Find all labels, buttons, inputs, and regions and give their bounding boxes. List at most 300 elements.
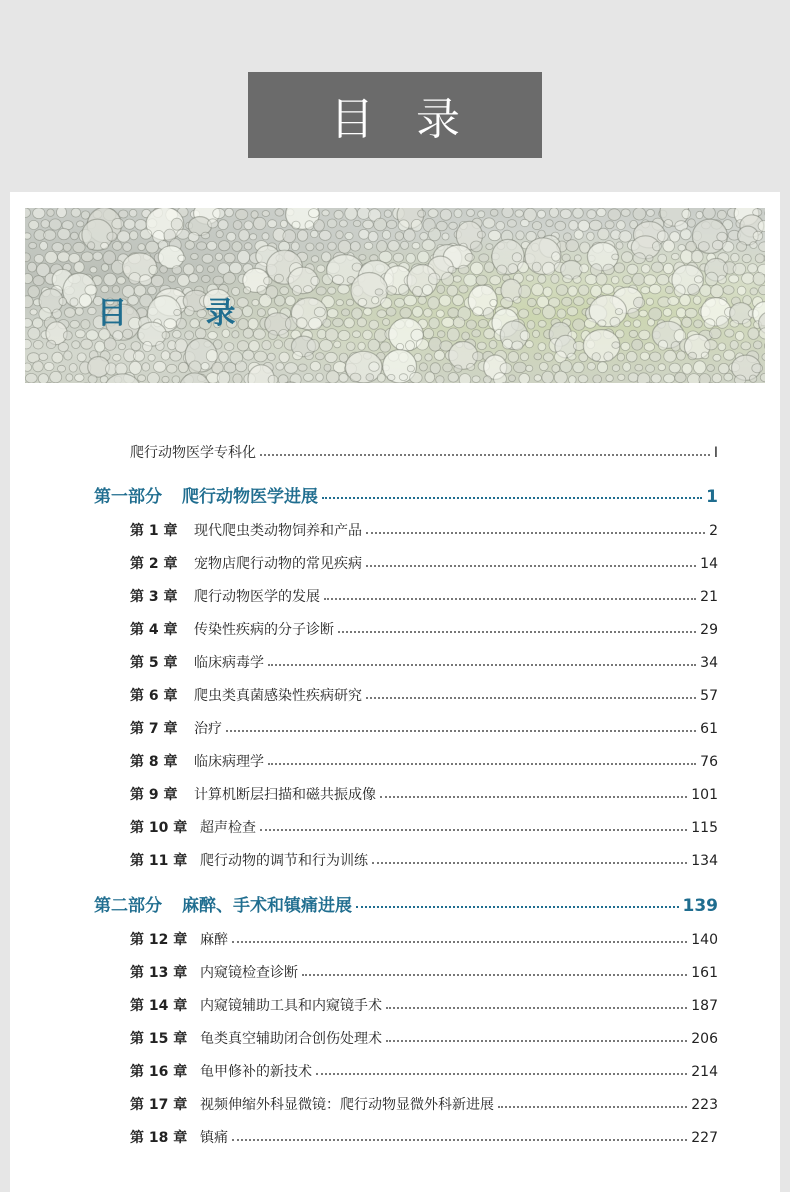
scale-shape <box>154 361 166 372</box>
chapter-number: 第 2 章 <box>130 553 194 573</box>
scale-shape <box>515 210 523 217</box>
scale-shape <box>64 351 72 360</box>
toc-chapter[interactable] <box>130 586 718 606</box>
leader-dots <box>356 897 679 908</box>
scale-shape <box>534 375 541 382</box>
scale-shape <box>483 308 494 319</box>
scale-shape <box>526 341 534 348</box>
toc-chapter[interactable] <box>130 751 718 771</box>
scale-shape <box>716 316 728 328</box>
toc-chapter[interactable] <box>130 1094 718 1114</box>
scale-shape <box>25 274 33 284</box>
scale-shape <box>149 265 158 275</box>
hero-image <box>25 208 765 383</box>
scale-shape <box>130 231 138 240</box>
scale-shape <box>250 234 257 240</box>
toc-chapter[interactable] <box>130 817 718 837</box>
scale-shape <box>705 340 718 350</box>
scale-shape <box>538 320 546 327</box>
scale-shape <box>197 242 207 250</box>
scale-shape <box>303 286 312 293</box>
scale-shape <box>512 341 523 350</box>
scale-shape <box>632 339 643 350</box>
scale-shape <box>442 272 454 285</box>
part-title: 麻醉、手术和镇痛进展 <box>182 891 352 916</box>
scale-shape <box>633 208 646 220</box>
scale-shape <box>208 266 215 273</box>
scale-shape <box>45 251 57 263</box>
scale-shape <box>466 320 476 329</box>
scale-shape <box>101 242 109 249</box>
scale-shape <box>33 340 43 349</box>
scale-shape <box>372 297 379 304</box>
scale-shape <box>632 273 644 285</box>
scale-shape <box>437 331 445 338</box>
scale-shape <box>573 208 584 218</box>
scale-shape <box>742 254 751 262</box>
scale-shape <box>737 286 746 295</box>
scale-shape <box>699 374 711 383</box>
scale-shape <box>418 210 426 217</box>
chapter-title: 爬行动物的调节和行为训练 <box>200 850 368 870</box>
chapter-number: 第 15 章 <box>130 1028 200 1048</box>
scale-shape <box>280 287 289 295</box>
scale-shape <box>663 263 673 274</box>
scale-shape <box>639 310 647 317</box>
leader-dots <box>316 1065 687 1075</box>
scale-shape <box>129 273 141 285</box>
scale-shape <box>310 361 320 371</box>
scale-shape <box>244 243 252 250</box>
scale-shape <box>436 310 444 317</box>
scale-shape <box>658 254 667 263</box>
scale-shape <box>428 273 440 284</box>
scale-shape <box>543 287 552 297</box>
scale-shape <box>85 285 97 295</box>
scale-shape <box>244 221 253 230</box>
scale-shape <box>143 341 152 351</box>
scale-shape <box>657 231 668 242</box>
scale-shape <box>268 220 277 228</box>
scale-shape <box>364 242 373 249</box>
scale-shape <box>612 365 619 372</box>
scale-shape <box>593 375 602 383</box>
chapter-title: 传染性疾病的分子诊断 <box>194 619 334 639</box>
scale-shape <box>718 275 727 284</box>
scale-shape <box>486 244 493 250</box>
toc-part-2[interactable] <box>94 891 718 916</box>
scale-shape <box>41 220 50 228</box>
scale-shape <box>202 275 211 282</box>
toc-chapter[interactable] <box>130 520 718 540</box>
scale-shape <box>358 342 365 350</box>
leader-dots <box>322 488 702 499</box>
scale-shape <box>658 364 665 371</box>
scale-shape <box>377 374 385 383</box>
scale-shape <box>285 363 298 374</box>
scale-shape <box>177 229 190 239</box>
scale-shape <box>623 363 631 372</box>
scale-shape <box>115 363 127 375</box>
leader-dots <box>260 821 687 831</box>
scale-shape <box>208 219 218 228</box>
scale-shape <box>316 373 324 381</box>
scale-shape <box>162 331 170 339</box>
scale-shape <box>663 308 672 316</box>
scale-shape <box>501 297 513 307</box>
scale-shape <box>753 272 765 285</box>
toc-chapter[interactable] <box>130 962 718 982</box>
scale-shape <box>75 307 83 315</box>
scale-shape <box>543 353 553 362</box>
scale-shape <box>587 232 595 240</box>
scale-shape <box>658 340 667 350</box>
scale-shape <box>262 233 269 240</box>
toc-chapter[interactable] <box>130 718 718 738</box>
scale-shape <box>651 374 661 383</box>
toc-chapter[interactable] <box>130 995 718 1015</box>
scale-shape <box>663 240 675 252</box>
scale-shape <box>629 330 637 337</box>
scale-shape <box>519 309 529 318</box>
scale-shape <box>574 255 581 262</box>
scale-shape <box>364 308 372 316</box>
scale-shape <box>410 372 422 383</box>
scale-shape <box>117 231 130 242</box>
chapter-number: 第 16 章 <box>130 1061 200 1081</box>
scale-shape <box>101 264 108 272</box>
scale-shape <box>477 342 486 350</box>
chapter-number: 第 17 章 <box>130 1094 200 1114</box>
scale-shape <box>185 331 194 340</box>
scale-shape <box>280 220 287 227</box>
leader-dots <box>324 590 696 600</box>
scale-shape <box>587 363 595 371</box>
scale-shape <box>77 221 84 227</box>
scale-shape <box>556 285 568 296</box>
scale-shape <box>484 376 492 383</box>
toc-chapter[interactable] <box>130 1127 718 1147</box>
chapter-page: 34 <box>700 655 718 671</box>
scale-shape <box>30 309 37 315</box>
scale-shape <box>459 285 468 293</box>
chapter-number: 第 6 章 <box>130 685 194 705</box>
scale-shape <box>33 318 43 328</box>
scale-shape <box>411 219 422 231</box>
toc-chapter[interactable] <box>130 1061 718 1081</box>
scale-shape <box>135 220 147 231</box>
scale-shape <box>217 371 230 383</box>
scale-shape <box>191 253 199 259</box>
scale-shape <box>88 375 97 383</box>
scale-shape <box>428 297 439 309</box>
scale-shape <box>338 240 351 253</box>
scale-shape <box>148 354 155 361</box>
scale-shape <box>387 220 397 228</box>
scale-shape <box>585 274 597 284</box>
scale-shape <box>412 242 420 249</box>
scale-shape <box>386 286 397 295</box>
scale-shape <box>453 317 465 328</box>
scale-shape <box>612 254 619 260</box>
scale-shape <box>380 342 391 352</box>
scale-shape <box>334 210 343 219</box>
scale-shape <box>717 232 727 241</box>
scale-shape <box>748 264 758 273</box>
scale-shape <box>319 230 331 240</box>
scale-shape <box>69 364 77 373</box>
scale-shape <box>532 222 541 230</box>
scale-shape <box>439 295 451 306</box>
scale-shape <box>425 354 432 361</box>
chapter-number: 第 11 章 <box>130 850 200 870</box>
scale-shape <box>292 221 300 229</box>
scale-shape <box>75 330 85 338</box>
scale-shape <box>682 317 692 327</box>
scale-shape <box>213 208 225 218</box>
scale-shape <box>162 376 169 383</box>
scale-shape <box>619 231 632 242</box>
scale-shape <box>235 361 246 372</box>
scale-shape <box>671 253 679 259</box>
scale-shape <box>206 350 218 362</box>
chapter-page: 57 <box>700 688 718 704</box>
scale-shape <box>113 354 121 361</box>
chapter-title: 宠物店爬行动物的常见疾病 <box>194 553 362 573</box>
scale-shape <box>25 373 37 383</box>
scale-shape <box>90 267 97 273</box>
scale-shape <box>710 328 722 339</box>
scale-shape <box>322 274 332 285</box>
scale-shape <box>323 319 331 327</box>
scale-shape <box>644 343 654 351</box>
scale-shape <box>741 342 751 350</box>
scale-shape <box>555 221 566 230</box>
scale-shape <box>196 265 203 273</box>
scale-shape <box>624 321 631 327</box>
scale-shape <box>598 320 606 327</box>
toc-chapter[interactable] <box>130 784 718 804</box>
scale-shape <box>333 318 344 327</box>
scale-shape <box>538 275 546 284</box>
scale-shape <box>63 331 72 340</box>
scale-shape <box>617 221 626 230</box>
scale-shape <box>314 307 325 317</box>
scale-shape <box>95 341 105 352</box>
scale-shape <box>406 341 415 351</box>
scale-shape <box>682 209 691 219</box>
scale-shape <box>584 319 596 329</box>
scale-shape <box>57 208 67 218</box>
scale-shape <box>422 285 432 296</box>
scale-shape <box>580 264 589 273</box>
scale-shape <box>395 232 403 241</box>
scale-shape <box>328 242 337 250</box>
scale-shape <box>688 352 697 360</box>
scale-shape <box>353 220 361 226</box>
scale-shape <box>752 364 763 373</box>
scale-shape <box>112 218 124 229</box>
scale-shape <box>251 211 258 219</box>
scale-shape <box>342 309 350 316</box>
toc-chapter[interactable] <box>130 619 718 639</box>
leader-dots <box>226 722 696 732</box>
scale-shape <box>640 352 649 360</box>
scale-shape <box>628 373 638 382</box>
scale-shape <box>311 256 318 263</box>
scale-shape <box>274 340 283 349</box>
leader-dots <box>302 966 687 976</box>
scale-shape <box>44 230 56 241</box>
scale-shape <box>552 252 561 261</box>
toc-chapter[interactable] <box>130 685 718 705</box>
chapter-page: 140 <box>691 932 718 948</box>
scale-shape <box>311 276 320 285</box>
scale-shape <box>134 351 145 362</box>
toc-chapter[interactable] <box>130 652 718 672</box>
scale-shape <box>671 342 680 352</box>
scale-shape <box>368 339 379 351</box>
scale-shape <box>172 376 180 383</box>
toc-chapter[interactable] <box>130 850 718 870</box>
scale-shape <box>332 275 343 284</box>
scale-shape <box>213 276 224 285</box>
scale-shape <box>325 352 337 362</box>
scale-shape <box>25 208 31 218</box>
scale-shape <box>377 310 387 318</box>
scale-shape <box>225 208 234 217</box>
scale-shape <box>189 361 201 374</box>
scale-shape <box>369 362 379 371</box>
scale-shape <box>399 374 407 381</box>
scale-shape <box>534 353 542 360</box>
scale-shape <box>185 241 194 250</box>
scale-shape <box>737 242 747 252</box>
entry-page: I <box>714 445 718 461</box>
scale-shape <box>494 373 507 383</box>
scale-shape <box>275 295 285 306</box>
scale-shape <box>652 262 664 272</box>
scale-shape <box>33 208 45 219</box>
scale-shape <box>688 374 701 383</box>
scale-shape <box>140 229 152 239</box>
chapter-title: 超声检查 <box>200 817 256 837</box>
scale-shape <box>464 274 477 286</box>
scale-shape <box>81 339 93 349</box>
scale-shape <box>334 341 341 348</box>
scale-shape <box>696 211 703 218</box>
scale-shape <box>437 285 445 293</box>
scale-shape <box>87 242 94 250</box>
scale-shape <box>712 240 723 250</box>
scale-shape <box>399 285 409 296</box>
scale-shape <box>440 209 451 220</box>
scale-shape <box>305 352 314 359</box>
scale-shape <box>352 331 360 338</box>
leader-dots <box>366 557 696 567</box>
scale-shape <box>320 340 333 352</box>
scale-shape <box>647 319 654 326</box>
scale-shape <box>533 330 540 337</box>
scale-shape <box>502 208 513 218</box>
scale-shape <box>603 264 614 275</box>
scale-shape <box>527 298 536 306</box>
chapter-page: 134 <box>691 853 718 869</box>
scale-shape <box>626 351 637 362</box>
chapter-title: 麻醉 <box>200 929 228 949</box>
scale-shape <box>627 264 638 274</box>
scale-shape <box>167 364 177 373</box>
scale-shape <box>723 286 734 295</box>
scale-shape <box>70 298 78 306</box>
scale-shape <box>560 361 572 373</box>
toc-chapter[interactable] <box>130 1028 718 1048</box>
leader-dots <box>232 1131 687 1141</box>
scale-shape <box>703 208 715 219</box>
scale-shape <box>407 365 414 372</box>
scale-shape <box>633 253 645 264</box>
toc-entry-intro[interactable] <box>130 442 718 462</box>
toc-part-1[interactable] <box>94 482 718 507</box>
scale-shape <box>63 243 71 251</box>
chapter-page: 223 <box>691 1097 718 1113</box>
scale-shape <box>316 243 324 251</box>
scale-shape <box>526 365 533 371</box>
scale-shape <box>307 339 319 351</box>
scale-shape <box>117 277 126 284</box>
scale-shape <box>79 294 91 307</box>
scale-shape <box>425 372 435 383</box>
leader-dots <box>498 1098 687 1108</box>
scale-shape <box>704 319 715 329</box>
scale-shape <box>681 250 693 263</box>
scale-shape <box>424 309 433 317</box>
scale-shape <box>317 265 325 272</box>
scale-shape <box>729 275 739 283</box>
scale-shape <box>665 286 673 293</box>
scale-shape <box>680 229 691 240</box>
scale-shape <box>59 298 67 306</box>
scale-shape <box>139 275 151 286</box>
scale-shape <box>725 329 734 337</box>
toc-chapter[interactable] <box>130 553 718 573</box>
scale-shape <box>490 209 498 216</box>
scale-shape <box>52 352 63 363</box>
scale-shape <box>416 339 428 350</box>
scale-shape <box>279 330 289 339</box>
scale-shape <box>471 262 484 274</box>
chapter-page: 101 <box>691 787 718 803</box>
scale-shape <box>514 362 527 373</box>
toc-chapter[interactable] <box>130 929 718 949</box>
scale-shape <box>566 240 579 252</box>
scale-shape <box>325 329 338 341</box>
scale-shape <box>483 218 495 228</box>
chapter-title: 视频伸缩外科显微镜：爬行动物显微外科新进展 <box>200 1094 494 1114</box>
scale-shape <box>612 342 620 349</box>
scale-shape <box>314 220 325 232</box>
scale-shape <box>448 308 459 318</box>
scale-shape <box>358 298 367 306</box>
scale-shape <box>189 274 199 283</box>
scale-shape <box>28 327 40 339</box>
scale-shape <box>614 263 625 273</box>
scale-shape <box>413 286 423 296</box>
scale-shape <box>621 209 630 216</box>
scale-shape <box>750 288 758 295</box>
scale-shape <box>171 218 182 230</box>
scale-shape <box>161 351 170 360</box>
